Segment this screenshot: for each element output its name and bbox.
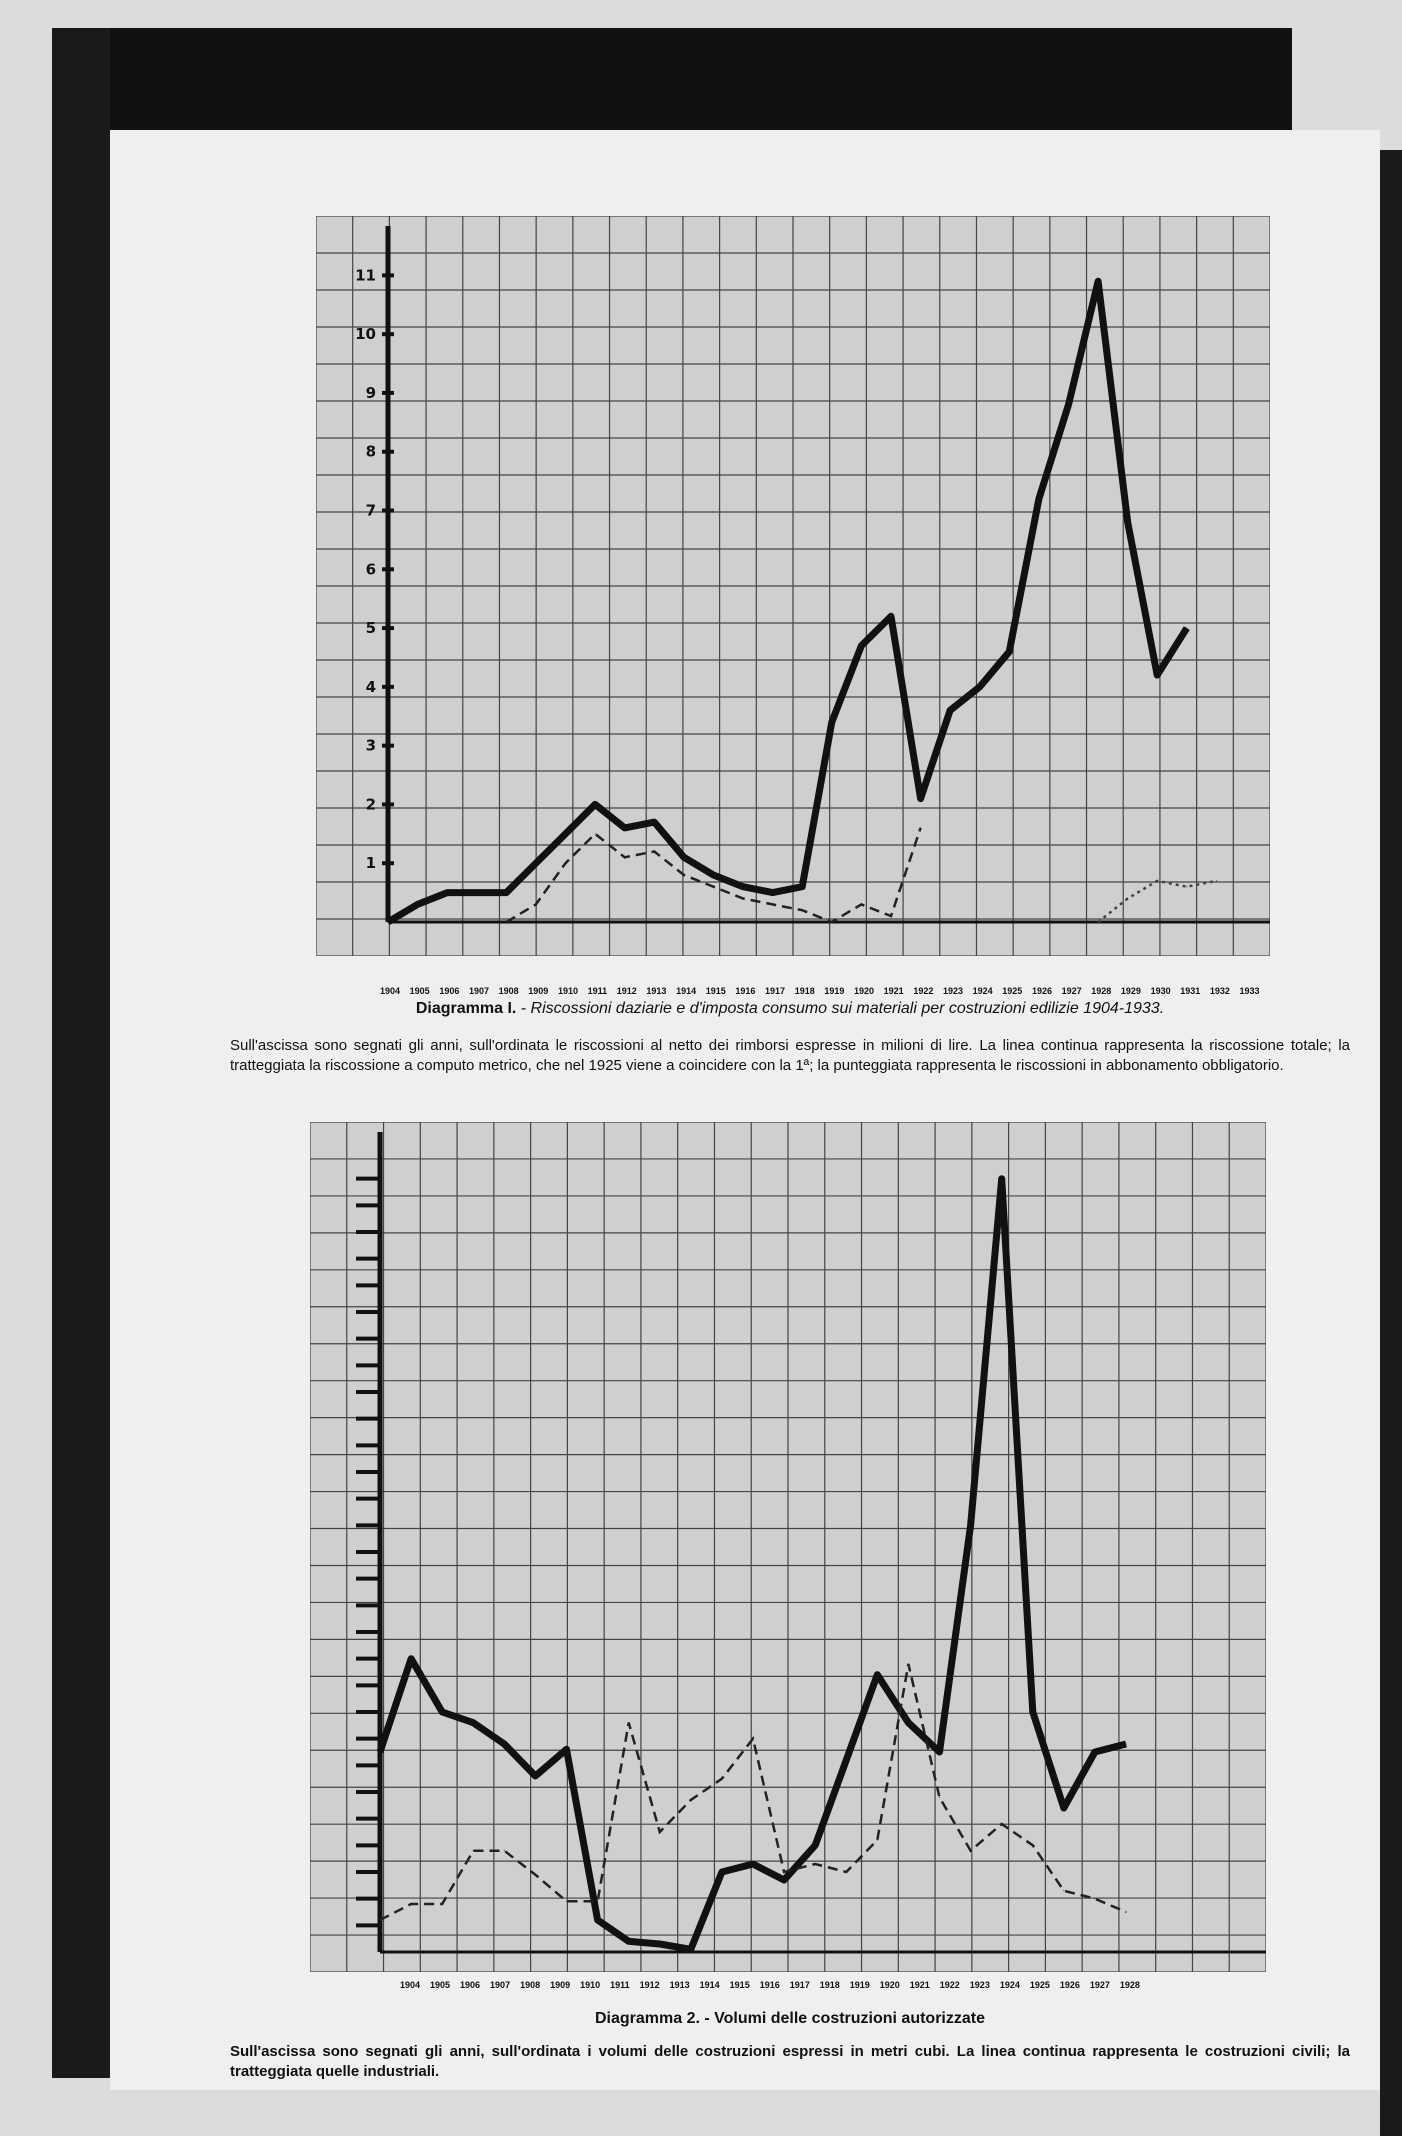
x-tick-label: 1915 [729, 1980, 750, 1990]
y-tick-label: 10 [355, 325, 376, 344]
x-tick-label: 1917 [765, 986, 786, 996]
x-tick-label: 1908 [520, 1980, 541, 1990]
x-tick-label: 1906 [460, 1980, 481, 1990]
x-tick-label: 1907 [490, 1980, 511, 1990]
x-tick-label: 1919 [849, 1980, 870, 1990]
x-tick-label: 1911 [587, 986, 608, 996]
data-point [595, 833, 596, 834]
diagram-2-label: Diagramma 2. [594, 2010, 700, 2027]
data-point [535, 904, 536, 905]
data-point [950, 710, 951, 711]
data-point [1032, 1712, 1033, 1713]
y-tick-label: 8 [365, 442, 376, 461]
photo-frame-right [1380, 150, 1402, 2136]
data-point [908, 1722, 909, 1723]
x-tick-label: 1904 [400, 1980, 421, 1990]
x-tick-label: 1909 [550, 1980, 571, 1990]
x-tick-label: 1926 [1059, 1980, 1080, 1990]
data-point [473, 1722, 474, 1723]
x-tick-label: 1925 [1029, 1980, 1050, 1990]
data-point [654, 822, 655, 823]
data-point [1001, 1178, 1002, 1179]
x-tick-label: 1932 [1209, 986, 1230, 996]
data-point [784, 1880, 785, 1881]
data-point [920, 827, 921, 828]
x-tick-label: 1920 [854, 986, 875, 996]
data-point [1094, 1898, 1095, 1899]
data-point [1063, 1890, 1064, 1891]
x-tick-label: 1923 [969, 1980, 990, 1990]
data-point [380, 1752, 381, 1753]
data-point [831, 922, 832, 923]
x-tick-label: 1922 [939, 1980, 960, 1990]
data-point [565, 833, 566, 834]
data-point [442, 1712, 443, 1713]
y-tick-label: 9 [365, 383, 376, 402]
diagram-1-chart [316, 216, 1270, 956]
data-point [1126, 1912, 1127, 1913]
x-tick-label: 1918 [819, 1980, 840, 1990]
data-point [772, 904, 773, 905]
data-point [659, 1944, 660, 1945]
data-point [1009, 651, 1010, 652]
x-tick-label: 1912 [616, 986, 637, 996]
x-tick-label: 1916 [735, 986, 756, 996]
data-point [597, 1901, 598, 1902]
data-point [535, 1776, 536, 1777]
data-point [624, 827, 625, 828]
x-tick-label: 1928 [1119, 1980, 1140, 1990]
y-tick-label: 1 [365, 854, 376, 873]
data-point [877, 1674, 878, 1675]
data-point [411, 1904, 412, 1905]
data-point [504, 1744, 505, 1745]
data-point [713, 886, 714, 887]
y-tick-label: 3 [365, 736, 376, 755]
diagram-1-title: - Riscossioni daziarie e d'imposta consumo sui materiali per costruzioni edilizie 1904-1933. [520, 1000, 1165, 1017]
diagram-2-title: - Volumi delle costruzioni autorizzate [704, 2010, 985, 2027]
x-tick-label: 1918 [794, 986, 815, 996]
x-tick-label: 1925 [1002, 986, 1023, 996]
data-point [1001, 1824, 1002, 1825]
data-point [447, 892, 448, 893]
diagram-1-description: Sull'ascissa sono segnati gli anni, sull'ordinata le riscossioni al netto dei rimborsi espresse in milioni di lire. La linea continua rappresenta la riscossione totale; la tratteggiata la riscossione a computo metrico, che nel 1925 viene a coincidere con la 1ª; la punteggiata rappresenta le riscossioni in abbonamento obbligatorio. [230, 1037, 1350, 1074]
data-point [411, 1658, 412, 1659]
data-point [417, 904, 418, 905]
data-point [1068, 404, 1069, 405]
data-point [628, 1941, 629, 1942]
x-tick-label: 1913 [669, 1980, 690, 1990]
data-point [970, 1850, 971, 1851]
data-point [1127, 898, 1128, 899]
data-point [890, 916, 891, 917]
data-point [442, 1904, 443, 1905]
data-point [802, 910, 803, 911]
x-tick-label: 1933 [1239, 986, 1260, 996]
data-point [743, 898, 744, 899]
diagram-2-caption [240, 2010, 1340, 2028]
x-tick-label: 1924 [999, 1980, 1020, 1990]
x-tick-label: 1913 [646, 986, 667, 996]
data-point [861, 904, 862, 905]
data-point [1032, 1845, 1033, 1846]
x-tick-label: 1919 [824, 986, 845, 996]
data-point [1098, 281, 1099, 282]
x-tick-label: 1904 [380, 986, 401, 996]
x-tick-label: 1927 [1089, 1980, 1110, 1990]
x-tick-label: 1917 [789, 1980, 810, 1990]
x-tick-label: 1915 [705, 986, 726, 996]
data-point [713, 874, 714, 875]
data-point [565, 863, 566, 864]
data-point [654, 851, 655, 852]
x-tick-label: 1909 [528, 986, 549, 996]
data-point [1186, 886, 1187, 887]
x-tick-label: 1924 [972, 986, 993, 996]
data-point [784, 1872, 785, 1873]
data-point [939, 1752, 940, 1753]
x-tick-label: 1910 [557, 986, 578, 996]
photo-frame-left [52, 28, 110, 2078]
data-point [1157, 880, 1158, 881]
data-point [1094, 1752, 1095, 1753]
data-point [753, 1738, 754, 1739]
data-point [388, 922, 389, 923]
x-tick-label: 1910 [580, 1980, 601, 1990]
data-point [979, 686, 980, 687]
data-point [628, 1722, 629, 1723]
x-tick-label: 1923 [942, 986, 963, 996]
diagram-1-year-axis [380, 986, 1260, 996]
data-point [743, 886, 744, 887]
x-tick-label: 1928 [1091, 986, 1112, 996]
x-tick-label: 1908 [498, 986, 519, 996]
data-point [846, 1872, 847, 1873]
x-tick-label: 1922 [913, 986, 934, 996]
x-tick-label: 1907 [468, 986, 489, 996]
diagram-2-chart [310, 1122, 1266, 1972]
x-tick-label: 1920 [879, 1980, 900, 1990]
data-point [535, 1874, 536, 1875]
data-point [659, 1832, 660, 1833]
data-point [877, 1840, 878, 1841]
y-tick-label: 11 [355, 266, 376, 285]
data-point [506, 892, 507, 893]
data-point [920, 798, 921, 799]
x-tick-label: 1914 [676, 986, 697, 996]
x-tick-label: 1921 [909, 1980, 930, 1990]
diagram-2-year-axis [400, 1980, 1140, 1990]
data-point [861, 645, 862, 646]
data-point [1063, 1808, 1064, 1809]
diagram-1-caption [240, 1000, 1340, 1018]
data-point [1127, 522, 1128, 523]
data-point [624, 857, 625, 858]
data-point [1098, 922, 1099, 923]
y-tick-label: 5 [365, 619, 376, 638]
data-point [595, 804, 596, 805]
x-tick-label: 1914 [699, 1980, 720, 1990]
data-point [380, 1920, 381, 1921]
data-point [1126, 1744, 1127, 1745]
data-point [1216, 880, 1217, 881]
x-tick-label: 1912 [639, 1980, 660, 1990]
x-tick-label: 1906 [439, 986, 460, 996]
x-tick-label: 1927 [1061, 986, 1082, 996]
data-point [772, 892, 773, 893]
data-point [1186, 628, 1187, 629]
data-point [815, 1864, 816, 1865]
data-point [815, 1845, 816, 1846]
data-point [683, 874, 684, 875]
data-point [753, 1864, 754, 1865]
data-point [802, 886, 803, 887]
data-point [506, 922, 507, 923]
data-point [908, 1664, 909, 1665]
x-tick-label: 1916 [759, 1980, 780, 1990]
y-tick-label: 6 [365, 560, 376, 579]
x-tick-label: 1930 [1150, 986, 1171, 996]
data-point [566, 1749, 567, 1750]
y-tick-label: 2 [365, 795, 376, 814]
y-tick-label: 4 [365, 677, 376, 696]
data-point [476, 892, 477, 893]
data-point [721, 1778, 722, 1779]
data-point [846, 1760, 847, 1761]
data-point [721, 1872, 722, 1873]
data-point [690, 1800, 691, 1801]
x-tick-label: 1905 [430, 1980, 451, 1990]
data-point [535, 863, 536, 864]
diagram-1-label: Diagramma I. [415, 1000, 517, 1017]
x-tick-label: 1926 [1031, 986, 1052, 996]
x-tick-label: 1929 [1120, 986, 1141, 996]
y-tick-label: 7 [365, 501, 376, 520]
data-point [683, 857, 684, 858]
data-point [504, 1850, 505, 1851]
data-point [939, 1797, 940, 1798]
x-tick-label: 1931 [1180, 986, 1201, 996]
data-point [1157, 675, 1158, 676]
data-point [566, 1901, 567, 1902]
data-point [473, 1850, 474, 1851]
x-tick-label: 1905 [409, 986, 430, 996]
data-point [1038, 498, 1039, 499]
data-point [831, 722, 832, 723]
diagram-2-description: Sull'ascissa sono segnati gli anni, sull'ordinata i volumi delle costruzioni espressi in metri cubi. La linea continua rappresenta le costruzioni civili; la tratteggiata quelle industriali. [230, 2043, 1350, 2080]
data-point [890, 616, 891, 617]
x-tick-label: 1911 [610, 1980, 630, 1990]
x-tick-label: 1921 [883, 986, 904, 996]
data-point [597, 1920, 598, 1921]
data-point [690, 1949, 691, 1950]
data-point [970, 1525, 971, 1526]
